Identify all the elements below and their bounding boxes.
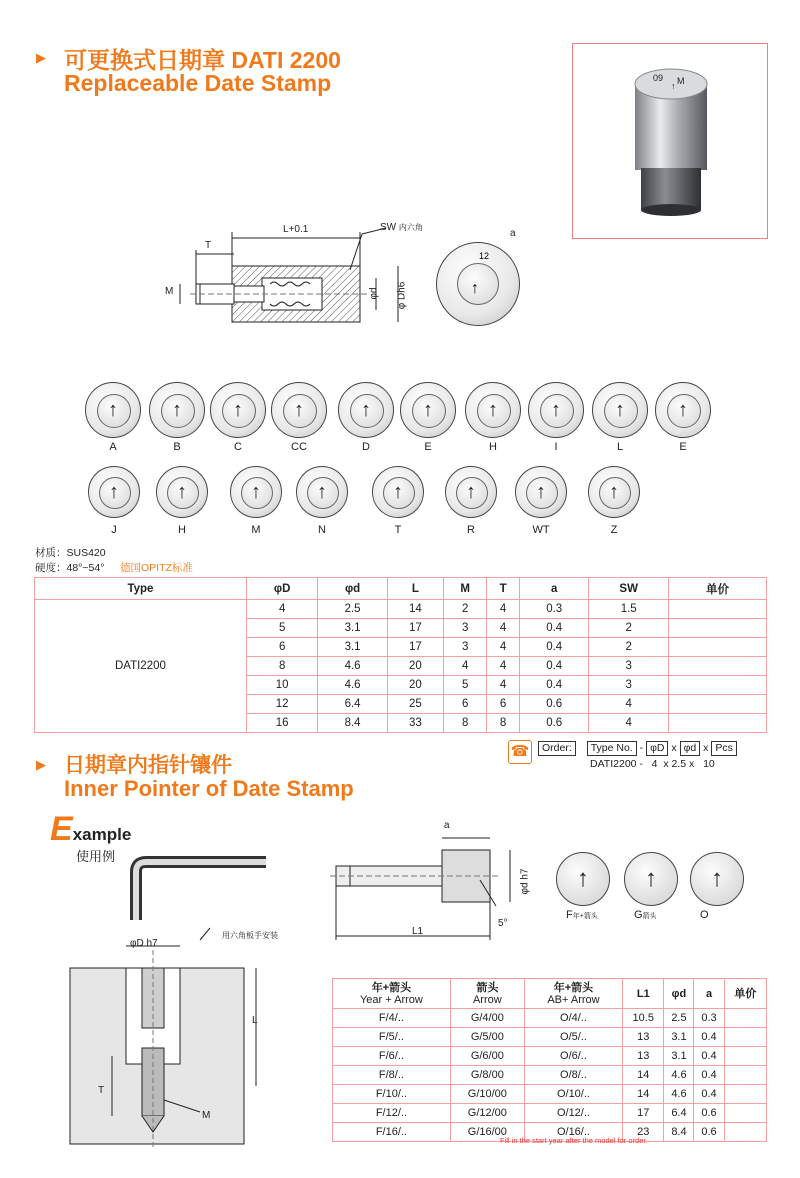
table-cell: 0.3 [694,1009,724,1028]
price-cell [724,1066,766,1085]
table-row [333,1009,767,1028]
arrow-icon: ↑ [294,399,304,421]
table-cell: 8 [246,657,318,676]
dim-phiD-label: φ Dh6 [396,281,408,310]
arrow-icon: ↑ [711,865,723,892]
table-cell: 10 [246,676,318,695]
table-cell: 0.4 [520,657,589,676]
table-cell: 3 [444,619,487,638]
dial-face-detail [436,242,520,326]
table-cell: 10.5 [623,1009,664,1028]
hex-key-callout: 用六角板手安装 [222,931,278,940]
example-dim-T: T [98,1085,105,1096]
table-cell: 14 [387,600,443,619]
table-cell: O/5/.. [524,1028,622,1047]
dial-dials.row1.8 [592,382,648,438]
price-cell [724,1104,766,1123]
pointer-table-footnote: Fill in the start year after the model for order. [500,1136,648,1145]
table-cell: 20 [387,657,443,676]
price-cell [669,676,767,695]
table-cell: 4 [444,657,487,676]
arrow-icon: ↑ [466,481,476,503]
order-label: Order: [538,741,576,756]
dim-T-label: T [205,240,212,251]
dial-dials.row1.1 [149,382,205,438]
page-title-cn: 可更换式日期章 DATI 2200 [64,47,341,73]
pointer-header-cell: φd [664,979,694,1009]
arrow-icon: ↑ [423,399,433,421]
table-cell: 4 [589,714,669,733]
price-cell [669,638,767,657]
bullet-arrow-icon-2: ▶ [36,757,46,772]
table-cell: 2.5 [318,600,387,619]
table-cell: 2.5 [664,1009,694,1028]
order-field-phiD: φD [646,741,668,756]
arrow-icon: ↑ [645,865,657,892]
table-cell: 0.4 [520,638,589,657]
table-cell: F/5/.. [333,1028,451,1047]
arrow-icon: ↑ [361,399,371,421]
product-photo [572,43,768,239]
dial-label: H [489,441,497,453]
table-cell: 3 [444,638,487,657]
table-cell: 4 [487,619,520,638]
table-cell: 0.6 [520,695,589,714]
table-cell: 3 [589,657,669,676]
dial-dials.row2.4 [372,466,424,518]
pointer-header-cell: 箭头 Arrow [450,979,524,1009]
dim-L-label: L+0.1 [283,224,309,235]
table-row [333,1104,767,1123]
table-cell: O/8/.. [524,1066,622,1085]
table-cell: O/12/.. [524,1104,622,1123]
table-cell: 13 [623,1028,664,1047]
arrow-icon: ↑ [108,399,118,421]
table-row [333,1047,767,1066]
table-cell: F/6/.. [333,1047,451,1066]
table-cell: 4 [487,600,520,619]
table-cell: 16 [246,714,318,733]
svg-text:↑: ↑ [671,81,676,91]
table-cell: F/4/.. [333,1009,451,1028]
pointer-dial-2 [690,852,744,906]
table-cell: 0.4 [694,1066,724,1085]
dial-label: N [318,524,326,536]
table-cell: G/6/00 [450,1047,524,1066]
spec-header-cell: 单价 [669,578,767,600]
phone-icon: ☎ [508,740,532,764]
type-cell: DATI2200 [35,600,247,733]
dial-label: T [394,524,402,536]
bullet-arrow-icon: ▶ [36,50,46,65]
price-cell [669,657,767,676]
price-cell [724,1085,766,1104]
table-cell: G/12/00 [450,1104,524,1123]
table-cell: 4 [589,695,669,714]
table-cell: 0.3 [520,600,589,619]
svg-text:↑: ↑ [471,280,479,297]
pointer-dial-1 [624,852,678,906]
table-cell: 3.1 [664,1028,694,1047]
table-cell: 4.6 [664,1085,694,1104]
dial-label: A [109,441,117,453]
pointer-header-cell: 单价 [724,979,766,1009]
order-example-phiD: 4 [651,758,658,770]
table-cell: 8 [487,714,520,733]
table-row [333,1066,767,1085]
arrow-icon: ↑ [251,481,261,503]
price-cell [724,1123,766,1142]
order-line: Order: Type No. - φD x φd x Pcs [538,741,737,756]
table-cell: 4.6 [664,1066,694,1085]
table-row [35,600,767,619]
table-cell: O/10/.. [524,1085,622,1104]
order-example: DATI2200 - 4 x 2.5 x 10 [590,758,715,770]
dial-dials.row1.9 [655,382,711,438]
dial-dials.row2.7 [588,466,640,518]
table-row [333,1085,767,1104]
order-field-phid: φd [680,741,701,756]
table-cell: 0.4 [694,1085,724,1104]
arrow-icon: ↑ [177,481,187,503]
dial-dials.row2.2 [230,466,282,518]
spec-header-cell: SW [589,578,669,600]
spec-header-cell: M [444,578,487,600]
standard-note: 德国OPITZ标准 [120,562,193,574]
table-cell: 6 [487,695,520,714]
dial-label: B [173,441,181,453]
dial-label: D [362,441,370,453]
arrow-icon: ↑ [488,399,498,421]
table-cell: 12 [246,695,318,714]
dial-label: CC [291,441,307,453]
hardness-label: 硬度：48°~54° [35,562,105,574]
table-cell: G/5/00 [450,1028,524,1047]
table-cell: F/10/.. [333,1085,451,1104]
pointer-dim-a: a [444,820,450,831]
section2-title-cn: 日期章内指针镶件 [64,754,232,777]
table-cell: F/8/.. [333,1066,451,1085]
material-label: 材质：SUS420 [35,547,106,559]
spec-table [34,577,767,733]
spec-header-cell: Type [35,578,247,600]
table-cell: F/12/.. [333,1104,451,1123]
price-cell [724,1047,766,1066]
table-cell: 2 [589,638,669,657]
table-row [333,1028,767,1047]
dial-dials.row2.5 [445,466,497,518]
table-cell: 6.4 [664,1104,694,1123]
dial-label: J [111,524,117,536]
price-cell [669,695,767,714]
table-cell: 6 [246,638,318,657]
example-title-cn: 使用例 [76,849,116,864]
arrow-icon: ↑ [609,481,619,503]
dial-label: E [679,441,687,453]
pointer-header-cell: a [694,979,724,1009]
dial-dials.row1.2 [210,382,266,438]
table-cell: 0.6 [520,714,589,733]
table-cell: O/16/.. [524,1123,622,1142]
dial-label: I [554,441,558,453]
spec-header-cell: φd [318,578,387,600]
price-cell [669,600,767,619]
table-cell: 8.4 [664,1123,694,1142]
arrow-icon: ↑ [551,399,561,421]
dial-dials.row2.0 [88,466,140,518]
dial-dials.row1.7 [528,382,584,438]
arrow-icon: ↑ [109,481,119,503]
table-cell: 4 [487,657,520,676]
example-dim-L: L [252,1015,258,1026]
order-example-phid: 2.5 [671,758,687,770]
arrow-icon: ↑ [172,399,182,421]
table-cell: 20 [387,676,443,695]
table-cell: 4 [487,638,520,657]
dial-dials.row2.6 [515,466,567,518]
table-cell: 0.4 [520,619,589,638]
dial-dials.row1.0 [85,382,141,438]
svg-text:12: 12 [479,251,490,261]
table-cell: G/16/00 [450,1123,524,1142]
pointer-dial-label: F年+箭头 [566,909,598,921]
table-cell: 3.1 [318,619,387,638]
example-dim-M: M [202,1110,211,1121]
dial-label: E [424,441,432,453]
dial-dials.row2.1 [156,466,208,518]
pointer-dial-label: O [700,909,709,921]
table-cell: 25 [387,695,443,714]
table-cell: 2 [444,600,487,619]
dim-SW-label: SW 内六角 [380,222,423,233]
table-cell: G/8/00 [450,1066,524,1085]
table-cell: 33 [387,714,443,733]
pointer-table [332,978,767,1142]
pointer-dim-phid: φd h7 [519,868,531,895]
dial-label: H [178,524,186,536]
table-cell: 4.6 [318,657,387,676]
svg-text:09: 09 [653,73,664,83]
table-cell: 3.1 [318,638,387,657]
section2-title-en: Inner Pointer of Date Stamp [64,776,354,801]
arrow-icon: ↑ [678,399,688,421]
table-cell: 17 [387,638,443,657]
dim-a-label: a [510,228,516,239]
dial-label: C [234,441,242,453]
table-cell: 14 [623,1085,664,1104]
table-cell: 6.4 [318,695,387,714]
dial-dials.row1.6 [465,382,521,438]
table-cell: G/4/00 [450,1009,524,1028]
table-cell: 0.6 [694,1104,724,1123]
table-cell: 4.6 [318,676,387,695]
svg-text:M: M [677,76,685,86]
dial-dials.row1.3 [271,382,327,438]
spec-header-cell: L [387,578,443,600]
pointer-header-cell: 年+箭头 Year + Arrow [333,979,451,1009]
order-field-type: Type No. [587,741,637,756]
spec-header-cell: T [487,578,520,600]
example-drawing [60,850,280,1160]
dial-label: L [616,441,624,453]
order-field-pcs: Pcs [711,741,737,756]
dim-phid-label: φd [368,287,380,300]
table-cell: 4 [246,600,318,619]
table-cell: F/16/.. [333,1123,451,1142]
price-cell [669,619,767,638]
table-cell: 6 [444,695,487,714]
pointer-dial-0 [556,852,610,906]
dial-dials.row1.5 [400,382,456,438]
price-cell [669,714,767,733]
table-cell: 2 [589,619,669,638]
table-cell: 13 [623,1047,664,1066]
pointer-dim-angle: 5° [498,918,508,929]
table-cell: 3 [589,676,669,695]
arrow-icon: ↑ [615,399,625,421]
pointer-header-cell: 年+箭头 AB+ Arrow [524,979,622,1009]
table-cell: 0.4 [520,676,589,695]
dial-label: R [467,524,475,536]
table-cell: 0.4 [694,1047,724,1066]
table-cell: 8 [444,714,487,733]
dial-label: M [251,524,261,536]
table-cell: 4 [487,676,520,695]
arrow-icon: ↑ [577,865,589,892]
table-cell: 5 [444,676,487,695]
example-title: Example [50,810,132,848]
date-stamp-drawing [150,220,470,350]
table-cell: G/10/00 [450,1085,524,1104]
table-cell: 1.5 [589,600,669,619]
pointer-dim-L1: L1 [412,926,424,937]
dial-label: Z [610,524,618,536]
dial-dials.row2.3 [296,466,348,518]
pointer-drawing [330,820,530,950]
arrow-icon: ↑ [233,399,243,421]
table-cell: 23 [623,1123,664,1142]
table-cell: 17 [623,1104,664,1123]
dial-dials.row1.4 [338,382,394,438]
arrow-icon: ↑ [536,481,546,503]
table-cell: 14 [623,1066,664,1085]
arrow-icon: ↑ [393,481,403,503]
dim-M-label: M [165,286,174,297]
table-cell: 0.4 [694,1028,724,1047]
price-cell [724,1028,766,1047]
spec-header-cell: φD [246,578,318,600]
dial-label: WT [532,524,550,536]
arrow-icon: ↑ [317,481,327,503]
table-cell: O/6/.. [524,1047,622,1066]
example-dim-phiD: φD h7 [130,938,158,949]
table-cell: O/4/.. [524,1009,622,1028]
table-cell: 17 [387,619,443,638]
pointer-header-cell: L1 [623,979,664,1009]
table-cell: 3.1 [664,1047,694,1066]
table-cell: 5 [246,619,318,638]
order-example-pcs: 10 [703,758,715,770]
order-example-type: DATI2200 [590,758,637,770]
page-title-en: Replaceable Date Stamp [64,70,332,96]
table-cell: 0.6 [694,1123,724,1142]
table-cell: 8.4 [318,714,387,733]
pointer-dial-label: G箭头 [634,909,657,921]
price-cell [724,1009,766,1028]
spec-header-cell: a [520,578,589,600]
